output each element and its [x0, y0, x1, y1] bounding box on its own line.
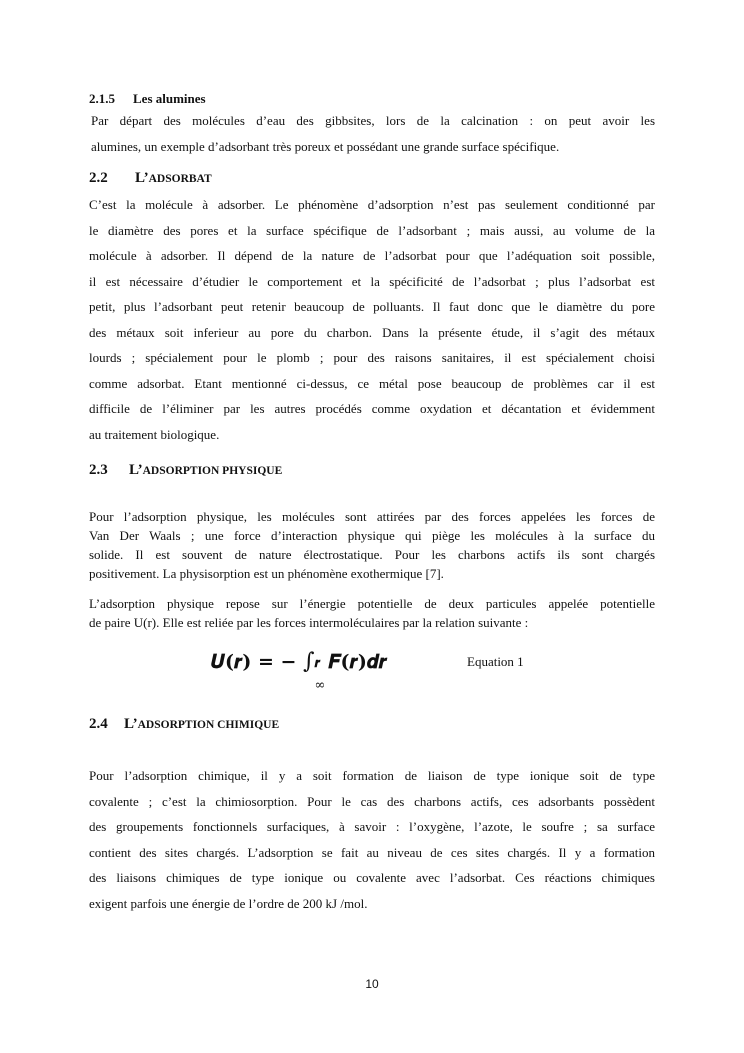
upper-limit: 𝒓	[314, 656, 321, 671]
heading-title: Les alumines	[133, 91, 206, 106]
text-line: exigent parfois une énergie de l’ordre de 200 kJ /mol.	[89, 895, 368, 911]
page-number: 10	[365, 977, 379, 991]
paragraph-chimiosorption	[89, 763, 655, 916]
heading-number: 2.1.5	[89, 91, 115, 106]
text-line: alumines, un exemple d’adsorbant très poreux et possédant une grande surface spécifique.	[91, 138, 560, 154]
equation-block	[89, 642, 655, 693]
heading-title-cap: L’	[135, 170, 149, 186]
integral-sign: ∫	[303, 649, 315, 674]
text-line: des groupements fonctionnels surfaciques, à savoir : l’oxygène, l’azote, le soufre ; sa surface	[89, 819, 655, 834]
equation-lhs: 𝑼(𝒓) = −	[211, 651, 297, 673]
heading-2-4	[89, 714, 655, 735]
text-line: Pour l’adsorption physique, les molécules sont attirées par des forces appelées les forces de	[89, 509, 655, 524]
heading-title-cap: L’	[129, 462, 143, 478]
text-line: Pour l’adsorption chimique, il y a soit formation de liaison de type ionique soit de type	[89, 768, 655, 783]
text-line: contient des sites chargés. L’adsorption se fait au niveau de ces sites chargés. Il y a formation	[89, 844, 655, 860]
text-line: C’est la molécule à adsorber. Le phénomène d’adsorption n’est pas seulement conditionné par	[89, 197, 655, 212]
text-line: Par départ des molécules d’eau des gibbsites, lors de la calcination : on peut avoir les	[91, 113, 655, 128]
text-line: des métaux soit inferieur au pore du charbon. Dans la présente étude, il s’agit des métaux	[89, 324, 655, 340]
lower-limit: ∞	[314, 678, 326, 693]
heading-number: 2.3	[89, 462, 108, 478]
text-line: petit, plus l’adsorbant peut retenir beaucoup de polluants. Il faut donc que le diamètre du pore	[89, 299, 655, 314]
text-line: de paire U(r). Elle est reliée par les forces intermoléculaires par la relation suivante :	[89, 615, 529, 630]
page-content	[89, 91, 655, 916]
equation-label: Equation 1	[467, 654, 524, 669]
paragraph-alumines	[89, 108, 655, 159]
heading-number: 2.4	[89, 716, 108, 732]
text-line: Van Der Waals ; une force d’interaction physique qui piège les molécules à la surface du	[89, 528, 655, 543]
equation-1	[211, 642, 388, 693]
heading-2-1-5	[89, 91, 655, 107]
text-line: lourds ; spécialement pour le plomb ; pour des raisons sanitaires, il est spécialement choisi	[89, 350, 655, 365]
heading-number: 2.2	[89, 170, 108, 186]
heading-2-2	[89, 168, 655, 189]
heading-title-smallcaps: ADSORPTION CHIMIQUE	[137, 719, 280, 731]
heading-title-smallcaps: ADSORPTION PHYSIQUE	[142, 465, 283, 477]
text-line: comme adsorbat. Etant mentionné ci-dessus, ce métal pose beaucoup de problèmes car il est	[89, 375, 655, 391]
text-line: L’adsorption physique repose sur l’énergie potentielle de deux particules appelée potentielle	[89, 596, 655, 611]
integral-limits	[314, 648, 329, 693]
text-line: molécule à adsorber. Il dépend de la nature de l’adsorbat pour que l’adéquation soit possible,	[89, 248, 655, 263]
text-line: des liaisons chimiques de type ionique ou covalente avec l’adsorbat. Ces réactions chimiques	[89, 870, 655, 885]
text-line: covalente ; c’est la chimiosorption. Pour le cas des charbons actifs, ces adsorbants possèdent	[89, 793, 655, 809]
equation-integrand: 𝑭(𝒓)𝒅𝒓	[328, 651, 388, 673]
text-line: positivement. La physisorption est un phénomène exothermique [7].	[89, 566, 444, 581]
paragraph-potential	[89, 594, 655, 632]
heading-2-3	[89, 460, 655, 481]
paragraph-adsorbat	[89, 192, 655, 447]
text-line: difficile de l’éliminer par les autres procédés comme oxydation et décantation et évidemment	[89, 401, 655, 416]
text-line: solide. Il est souvent de nature électrostatique. Pour les charbons actifs ils sont chargés	[89, 547, 655, 562]
heading-title-smallcaps: ADSORBAT	[148, 173, 212, 185]
paragraph-physisorption	[89, 507, 655, 583]
text-line: il est nécessaire d’étudier le comportement et la spécificité de l’adsorbat ; plus l’adsorbat est	[89, 273, 655, 289]
heading-title-cap: L’	[124, 716, 138, 732]
text-line: le diamètre des pores et la surface spécifique de l’adsorbant ; mais aussi, au volume de la	[89, 222, 655, 238]
text-line: au traitement biologique.	[89, 426, 220, 442]
